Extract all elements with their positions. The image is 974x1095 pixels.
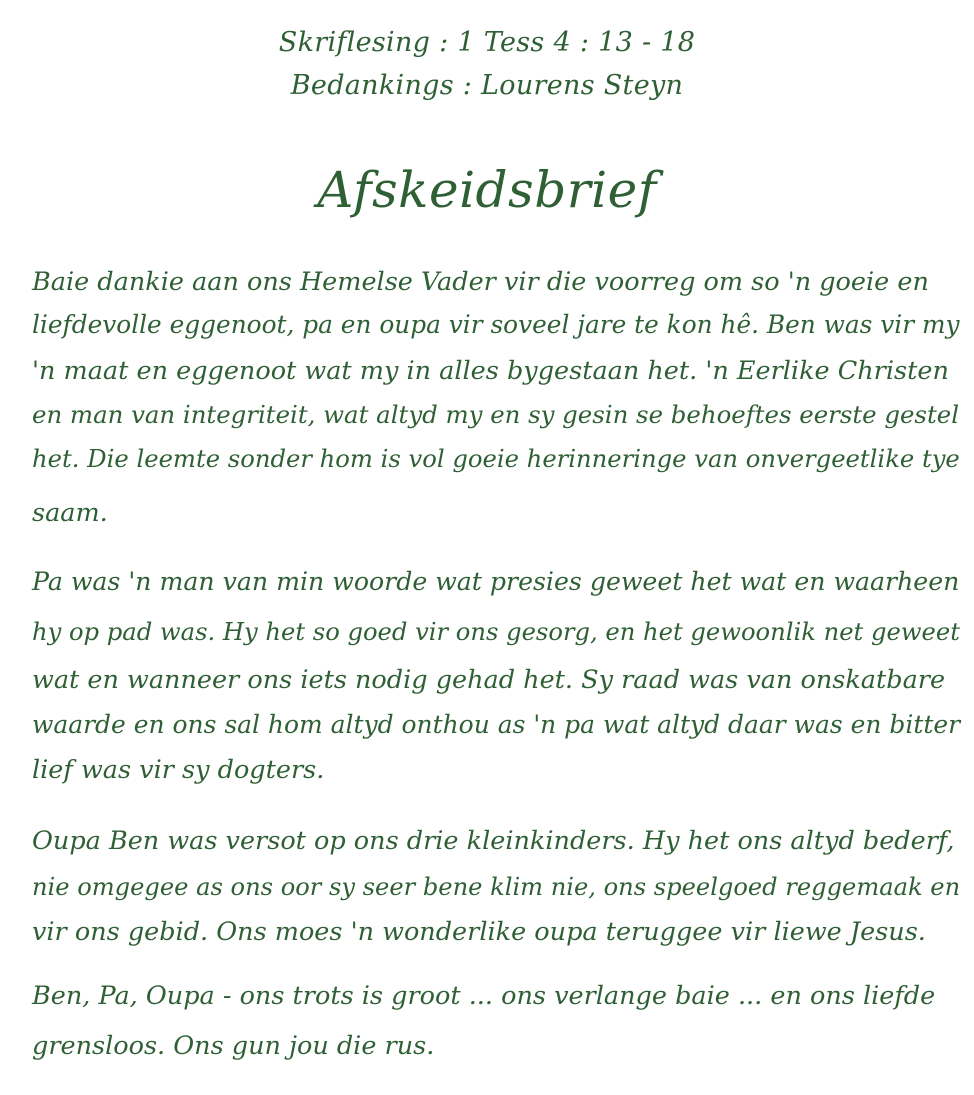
paragraph-line: en man van integriteit, wat altyd my en sy gesin se behoeftes eerste gestel [32, 400, 960, 429]
paragraph-line: Oupa Ben was versot op ons drie kleinkinders. Hy het ons altyd bederf, [32, 826, 955, 856]
paragraph-line: Ben, Pa, Oupa - ons trots is groot ... ons verlange baie ... en ons liefde [32, 981, 936, 1011]
paragraph-line: waarde en ons sal hom altyd onthou as 'n pa wat altyd daar was en bitter [32, 710, 961, 739]
page-title: Afskeidsbrief [317, 161, 657, 219]
paragraph-line: hy op pad was. Hy het so goed vir ons gesorg, en het gewoonlik net geweet [32, 618, 960, 646]
paragraph-line: Baie dankie aan ons Hemelse Vader vir die voorreg om so 'n goeie en [32, 267, 929, 297]
paragraph-line: het. Die leemte sonder hom is vol goeie herinneringe van onvergeetlike tye [32, 444, 960, 473]
scripture-reading: Skriflesing : 1 Tess 4 : 13 - 18 [278, 27, 696, 58]
paragraph-line: lief was vir sy dogters. [32, 755, 325, 785]
acknowledgements: Bedankings : Lourens Steyn [290, 70, 684, 101]
paragraph-line: saam. [32, 498, 108, 528]
paragraph-line: 'n maat en eggenoot wat my in alles bygestaan het. 'n Eerlike Christen [32, 356, 949, 386]
paragraph-line: grensloos. Ons gun jou die rus. [32, 1031, 435, 1061]
paragraph-line: wat en wanneer ons iets nodig gehad het. Sy raad was van onskatbare [32, 665, 946, 695]
paragraph-line: vir ons gebid. Ons moes 'n wonderlike oupa teruggee vir liewe Jesus. [32, 917, 926, 947]
paragraph-line: Pa was 'n man van min woorde wat presies geweet het wat en waarheen [32, 567, 960, 596]
paragraph-line: nie omgegee as ons oor sy seer bene klim nie, ons speelgoed reggemaak en [32, 873, 961, 901]
paragraph-line: liefdevolle eggenoot, pa en oupa vir soveel jare te kon hê. Ben was vir my [32, 310, 960, 339]
